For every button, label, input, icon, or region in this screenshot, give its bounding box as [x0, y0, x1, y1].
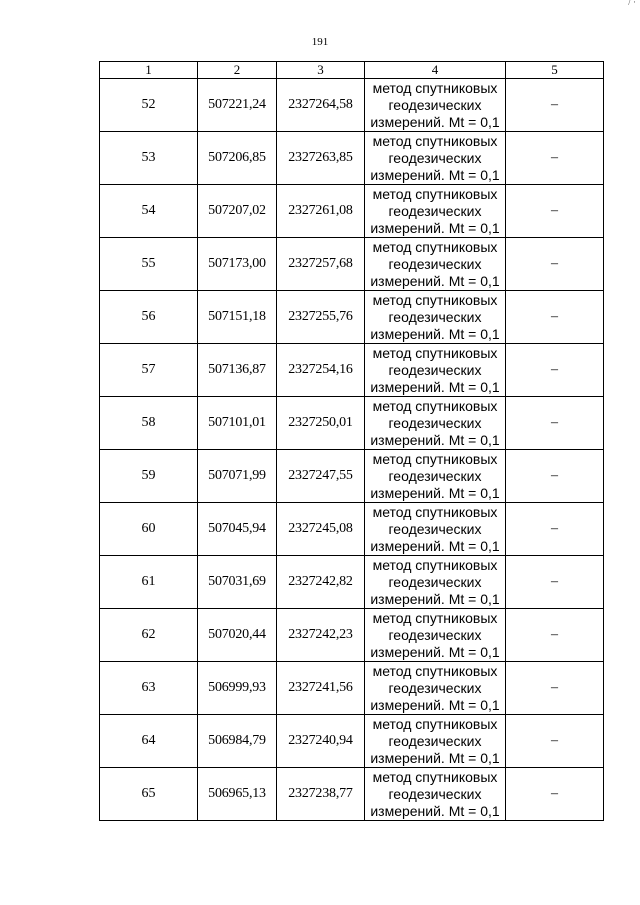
table-row: [100, 556, 604, 609]
method-cell: метод спутниковых геодезических измерений. Mt = 0,1: [365, 715, 506, 768]
method-cell: метод спутниковых геодезических измерений. Mt = 0,1: [365, 503, 506, 556]
coordinates-table: [99, 61, 604, 821]
x-coordinate-cell: 506984,79: [198, 715, 277, 768]
y-coordinate-cell: 2327257,68: [277, 238, 365, 291]
table-row: [100, 450, 604, 503]
point-number-cell: 55: [100, 238, 198, 291]
note-cell: –: [506, 132, 604, 185]
method-cell: метод спутниковых геодезических измерений. Mt = 0,1: [365, 556, 506, 609]
y-coordinate-cell: 2327264,58: [277, 79, 365, 132]
point-number-cell: 64: [100, 715, 198, 768]
table-row: [100, 185, 604, 238]
x-coordinate-cell: 506965,13: [198, 768, 277, 821]
x-coordinate-cell: 507173,00: [198, 238, 277, 291]
y-coordinate-cell: 2327261,08: [277, 185, 365, 238]
column-header: 1: [100, 62, 198, 79]
note-cell: –: [506, 556, 604, 609]
method-cell: метод спутниковых геодезических измерений. Mt = 0,1: [365, 185, 506, 238]
method-cell: метод спутниковых геодезических измерений. Mt = 0,1: [365, 238, 506, 291]
note-cell: –: [506, 238, 604, 291]
y-coordinate-cell: 2327242,82: [277, 556, 365, 609]
point-number-cell: 65: [100, 768, 198, 821]
y-coordinate-cell: 2327247,55: [277, 450, 365, 503]
note-cell: –: [506, 397, 604, 450]
x-coordinate-cell: 507020,44: [198, 609, 277, 662]
y-coordinate-cell: 2327242,23: [277, 609, 365, 662]
note-cell: –: [506, 768, 604, 821]
note-cell: –: [506, 79, 604, 132]
table-row: [100, 609, 604, 662]
note-cell: –: [506, 503, 604, 556]
table-header-row: [100, 62, 604, 79]
column-header: 2: [198, 62, 277, 79]
note-cell: –: [506, 662, 604, 715]
y-coordinate-cell: 2327240,94: [277, 715, 365, 768]
method-cell: метод спутниковых геодезических измерений. Mt = 0,1: [365, 397, 506, 450]
note-cell: –: [506, 291, 604, 344]
point-number-cell: 54: [100, 185, 198, 238]
note-cell: –: [506, 450, 604, 503]
method-cell: метод спутниковых геодезических измерений. Mt = 0,1: [365, 132, 506, 185]
table-row: [100, 662, 604, 715]
point-number-cell: 60: [100, 503, 198, 556]
x-coordinate-cell: 507101,01: [198, 397, 277, 450]
method-cell: метод спутниковых геодезических измерений. Mt = 0,1: [365, 344, 506, 397]
table-row: [100, 132, 604, 185]
page-number: 191: [311, 36, 329, 48]
method-cell: метод спутниковых геодезических измерений. Mt = 0,1: [365, 662, 506, 715]
x-coordinate-cell: 507221,24: [198, 79, 277, 132]
y-coordinate-cell: 2327254,16: [277, 344, 365, 397]
table-row: [100, 79, 604, 132]
point-number-cell: 62: [100, 609, 198, 662]
point-number-cell: 53: [100, 132, 198, 185]
x-coordinate-cell: 507136,87: [198, 344, 277, 397]
x-coordinate-cell: 507151,18: [198, 291, 277, 344]
y-coordinate-cell: 2327250,01: [277, 397, 365, 450]
y-coordinate-cell: 2327263,85: [277, 132, 365, 185]
column-header: 3: [277, 62, 365, 79]
point-number-cell: 52: [100, 79, 198, 132]
method-cell: метод спутниковых геодезических измерений. Mt = 0,1: [365, 79, 506, 132]
method-cell: метод спутниковых геодезических измерений. Mt = 0,1: [365, 291, 506, 344]
point-number-cell: 63: [100, 662, 198, 715]
corner-mark: / ·: [628, 0, 636, 7]
table-row: [100, 344, 604, 397]
method-cell: метод спутниковых геодезических измерений. Mt = 0,1: [365, 768, 506, 821]
note-cell: –: [506, 609, 604, 662]
table-row: [100, 238, 604, 291]
y-coordinate-cell: 2327255,76: [277, 291, 365, 344]
note-cell: –: [506, 185, 604, 238]
table-row: [100, 715, 604, 768]
table-row: [100, 291, 604, 344]
method-cell: метод спутниковых геодезических измерений. Mt = 0,1: [365, 609, 506, 662]
point-number-cell: 56: [100, 291, 198, 344]
note-cell: –: [506, 715, 604, 768]
column-header: 5: [506, 62, 604, 79]
x-coordinate-cell: 507207,02: [198, 185, 277, 238]
x-coordinate-cell: 507071,99: [198, 450, 277, 503]
point-number-cell: 61: [100, 556, 198, 609]
y-coordinate-cell: 2327238,77: [277, 768, 365, 821]
column-header: 4: [365, 62, 506, 79]
point-number-cell: 59: [100, 450, 198, 503]
method-cell: метод спутниковых геодезических измерений. Mt = 0,1: [365, 450, 506, 503]
x-coordinate-cell: 506999,93: [198, 662, 277, 715]
table-row: [100, 397, 604, 450]
point-number-cell: 57: [100, 344, 198, 397]
x-coordinate-cell: 507031,69: [198, 556, 277, 609]
x-coordinate-cell: 507206,85: [198, 132, 277, 185]
y-coordinate-cell: 2327241,56: [277, 662, 365, 715]
point-number-cell: 58: [100, 397, 198, 450]
table-row: [100, 503, 604, 556]
note-cell: –: [506, 344, 604, 397]
y-coordinate-cell: 2327245,08: [277, 503, 365, 556]
table-row: [100, 768, 604, 821]
x-coordinate-cell: 507045,94: [198, 503, 277, 556]
